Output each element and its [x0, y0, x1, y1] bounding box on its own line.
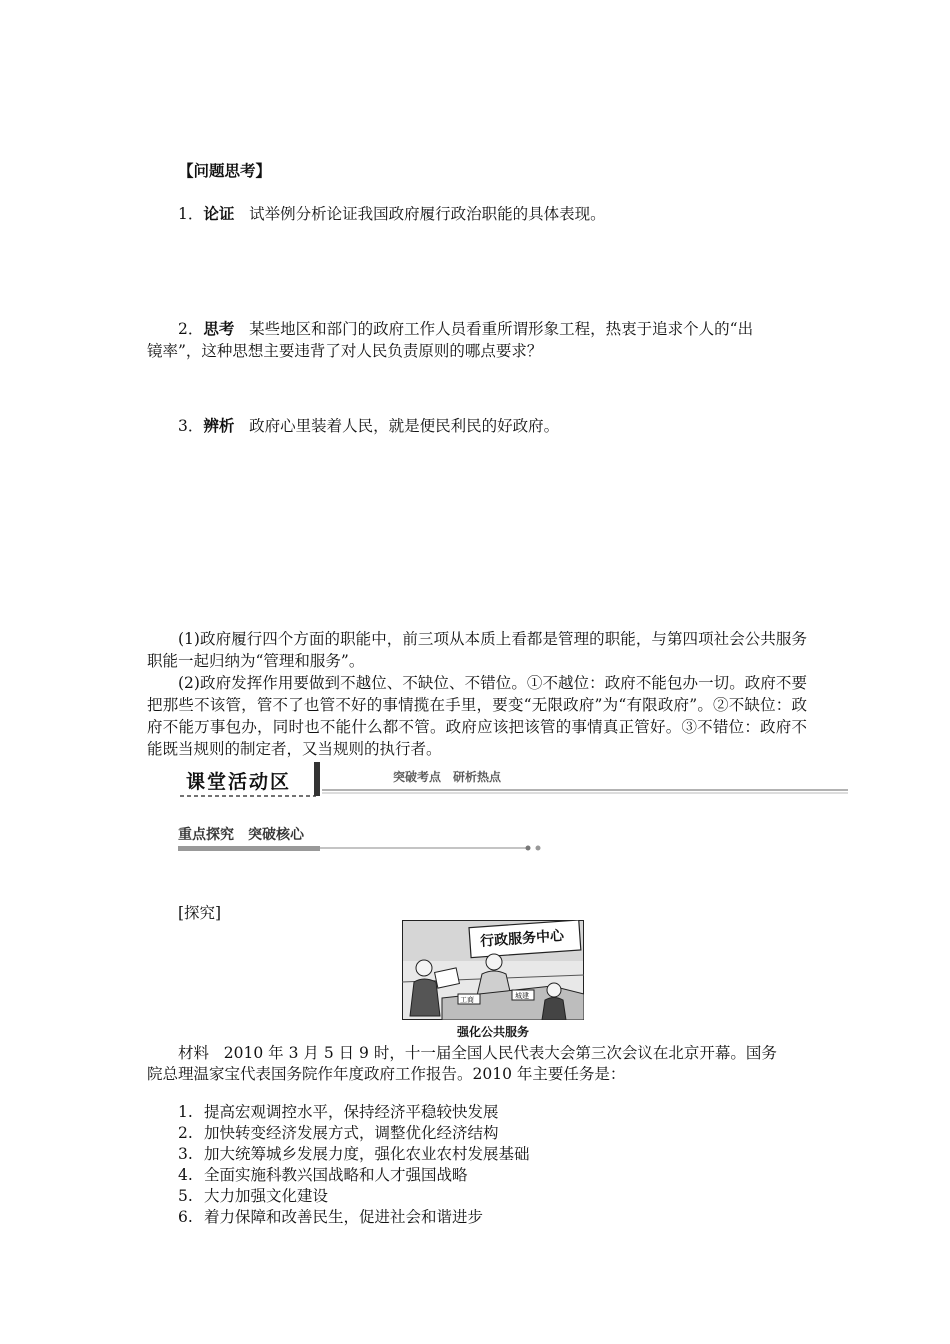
- question-2-tag: 思考: [203, 320, 235, 338]
- task-text: 大力加强文化建设: [204, 1187, 329, 1205]
- illustration-desk-label-1: 工商: [460, 996, 474, 1004]
- task-item: [178, 1144, 530, 1165]
- task-number: 3.: [178, 1145, 193, 1163]
- task-number: 2.: [178, 1124, 193, 1142]
- material-text-1: 2010 年 3 月 5 日 9 时，十一届全国人民代表大会第三次会议在北京开幕。国务: [223, 1044, 777, 1062]
- section-banner: [178, 760, 848, 802]
- illustration-desk-label-2: 城建: [515, 992, 529, 1000]
- material-line-1: [178, 1042, 777, 1064]
- question-3-tag: 辨析: [203, 417, 235, 435]
- answer-1: (1)政府履行四个方面的职能中，前三项从本质上看都是管理的职能，与第四项社会公共服务职能一起归纳为“管理和服务”。: [147, 630, 807, 670]
- banner-subtitle: 突破考点 研析热点: [393, 770, 502, 784]
- question-3: [178, 415, 559, 437]
- material-tag: 材料: [178, 1044, 210, 1062]
- task-item: [178, 1207, 530, 1228]
- question-1-number: 1．: [178, 205, 204, 223]
- material-line-2: 院总理温家宝代表国务院作年度政府工作报告。2010 年主要任务是：: [147, 1065, 626, 1083]
- task-text: 提高宏观调控水平，保持经济平稳较快发展: [204, 1103, 499, 1121]
- question-2-line-1: [178, 318, 753, 340]
- task-item: [178, 1186, 530, 1207]
- illustration-caption: 强化公共服务: [456, 1025, 529, 1039]
- task-number: 5.: [178, 1187, 193, 1205]
- task-text: 全面实施科教兴国战略和人才强国战略: [204, 1166, 468, 1184]
- question-1-tag: 论证: [203, 205, 235, 223]
- banner-title: 课堂活动区: [186, 771, 292, 793]
- task-item: [178, 1102, 530, 1123]
- answers-block: [147, 628, 807, 760]
- question-2-line-2: 镜率”，这种思想主要违背了对人民负责原则的哪点要求？: [147, 342, 543, 360]
- question-1-text: 试举例分析论证我国政府履行政治职能的具体表现。: [249, 205, 606, 223]
- question-2-text: 某些地区和部门的政府工作人员看重所谓形象工程，热衷于追求个人的“出: [249, 320, 754, 338]
- task-list: [178, 1102, 530, 1228]
- subheading: [178, 822, 548, 852]
- question-3-number: 3．: [178, 417, 204, 435]
- task-number: 1.: [178, 1103, 193, 1121]
- question-3-text: 政府心里装着人民，就是便民利民的好政府。: [249, 417, 560, 435]
- task-number: 4.: [178, 1166, 193, 1184]
- task-item: [178, 1165, 530, 1186]
- illustration-image: [402, 920, 584, 1020]
- explore-label: [探究]: [178, 904, 222, 922]
- question-2-number: 2．: [178, 320, 204, 338]
- question-1: [178, 203, 606, 225]
- task-text: 加快转变经济发展方式，调整优化经济结构: [204, 1124, 499, 1142]
- task-item: [178, 1123, 530, 1144]
- task-text: 着力保障和改善民生，促进社会和谐进步: [204, 1208, 484, 1226]
- answer-2: (2)政府发挥作用要做到不越位、不缺位、不错位。①不越位：政府不能包办一切。政府不要把那些不该管，管不了也管不好的事情揽在手里，要变“无限政府”为“有限政府”。②不缺位：政府不能万事包办，同时也不能什么都不管。政府应该把该管的事情真正管好。③不错位：政府不能既当规则的制定者，又当规则的执行者。: [147, 674, 807, 758]
- subheading-text: 重点探究 突破核心: [178, 827, 304, 843]
- task-number: 6.: [178, 1208, 193, 1226]
- section-title: 【问题思考】: [178, 162, 272, 180]
- task-text: 加大统筹城乡发展力度，强化农业农村发展基础: [204, 1145, 530, 1163]
- illustration-sign: 行政服务中心: [479, 928, 565, 950]
